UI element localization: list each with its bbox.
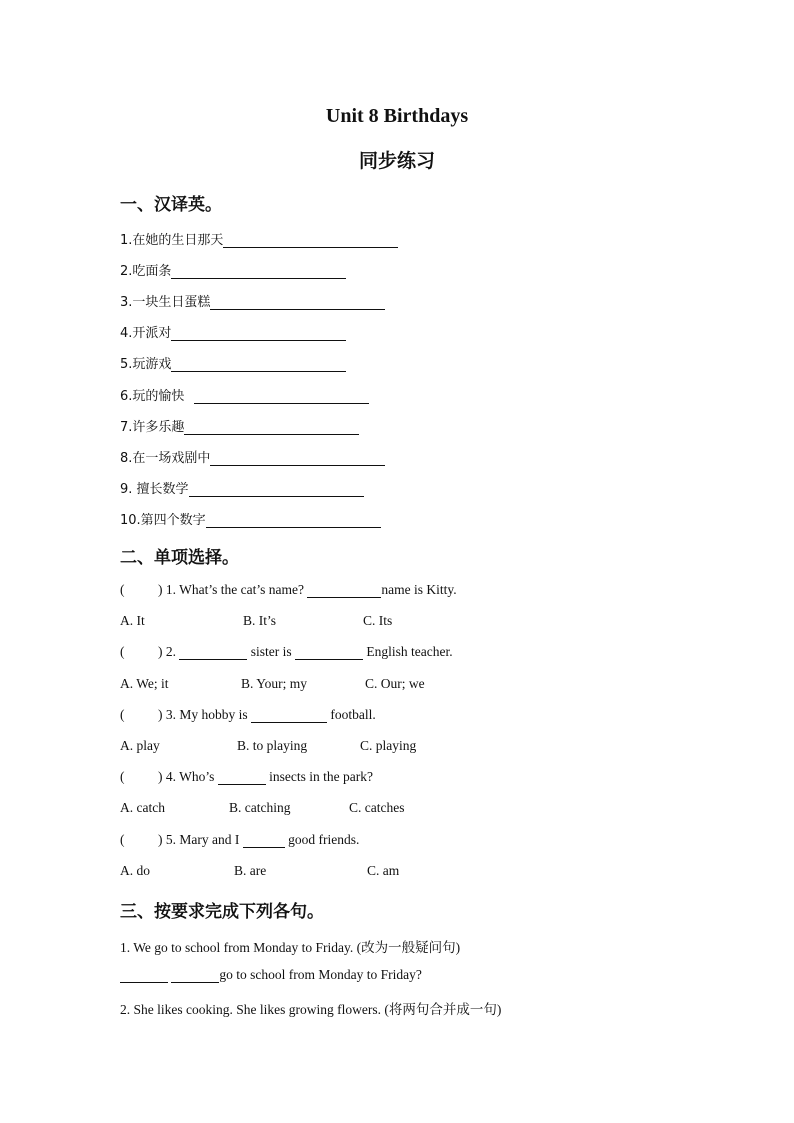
q4-option-b[interactable]: B. catching — [229, 800, 291, 815]
question-text: ) 4. Who’s — [158, 769, 215, 784]
paren-open: ( — [120, 832, 125, 847]
section-2-heading: 二、单项选择。 — [120, 548, 239, 568]
answer-blank[interactable] — [171, 326, 346, 341]
item-text: 6.玩的愉快 — [120, 389, 185, 404]
section-3-heading: 三、按要求完成下列各句。 — [120, 902, 324, 922]
answer-blank[interactable] — [223, 233, 398, 248]
answer-blank[interactable] — [194, 389, 369, 404]
translation-item-1 — [120, 229, 398, 248]
translation-item-9 — [120, 478, 364, 497]
answer-tail-text: go to school from Monday to Friday? — [219, 967, 422, 982]
translation-item-6 — [120, 385, 369, 404]
answer-blank[interactable] — [171, 264, 346, 279]
answer-blank[interactable] — [184, 420, 359, 435]
answer-blank[interactable] — [210, 451, 385, 466]
q1-option-a[interactable]: A. It — [120, 613, 145, 628]
page-title: Unit 8 Birthdays — [325, 105, 469, 127]
answer-blank[interactable] — [295, 645, 363, 660]
rewrite-question-1: 1. We go to school from Monday to Friday. (改为一般疑问句) — [120, 940, 461, 955]
translation-item-8 — [120, 447, 385, 466]
item-text: 10.第四个数字 — [120, 513, 206, 528]
answer-blank[interactable] — [251, 708, 327, 723]
item-text: 4.开派对 — [120, 326, 172, 341]
item-text: 5.玩游戏 — [120, 357, 172, 372]
question-text-end: football. — [330, 707, 376, 722]
translation-item-2 — [120, 260, 346, 279]
question-1 — [120, 582, 457, 598]
question-text-mid: sister is — [250, 644, 292, 659]
item-text: 8.在一场戏剧中 — [120, 451, 211, 466]
section-1-heading: 一、汉译英。 — [120, 195, 222, 215]
answer-blank[interactable] — [307, 583, 381, 598]
q3-option-c[interactable]: C. playing — [360, 738, 417, 753]
q5-option-c[interactable]: C. am — [367, 863, 400, 878]
translation-item-3 — [120, 291, 385, 310]
q3-option-a[interactable]: A. play — [120, 738, 160, 753]
answer-blank[interactable] — [120, 968, 168, 983]
translation-item-4 — [120, 322, 346, 341]
answer-blank[interactable] — [206, 513, 381, 528]
answer-blank[interactable] — [171, 357, 346, 372]
question-text-end: insects in the park? — [269, 769, 373, 784]
item-text: 9. 擅长数学 — [120, 482, 189, 497]
question-4 — [120, 769, 373, 785]
translation-item-7 — [120, 416, 359, 435]
question-text-end: good friends. — [288, 832, 360, 847]
rewrite-answer-1 — [120, 967, 422, 983]
item-text: 7.许多乐趣 — [120, 420, 185, 435]
question-text-end: name is Kitty. — [381, 582, 457, 597]
question-3 — [120, 707, 376, 723]
question-text: ) 3. My hobby is — [158, 707, 248, 722]
answer-blank[interactable] — [243, 833, 285, 848]
q2-option-c[interactable]: C. Our; we — [365, 676, 425, 691]
q4-option-c[interactable]: C. catches — [349, 800, 405, 815]
q1-option-b[interactable]: B. It’s — [243, 613, 277, 628]
translation-item-10 — [120, 509, 381, 528]
paren-open: ( — [120, 707, 125, 722]
paren-open: ( — [120, 582, 125, 597]
q5-option-a[interactable]: A. do — [120, 863, 150, 878]
q4-option-a[interactable]: A. catch — [120, 800, 165, 815]
question-text: ) 5. Mary and I — [158, 832, 240, 847]
answer-blank[interactable] — [218, 770, 266, 785]
q2-option-b[interactable]: B. Your; my — [241, 676, 308, 691]
question-text: ) 1. What’s the cat’s name? — [158, 582, 304, 597]
paren-open: ( — [120, 644, 125, 659]
answer-blank[interactable] — [210, 295, 385, 310]
translation-item-5 — [120, 353, 346, 372]
item-text: 3.一块生日蛋糕 — [120, 295, 211, 310]
q1-option-c[interactable]: C. Its — [363, 613, 393, 628]
q5-option-b[interactable]: B. are — [234, 863, 267, 878]
page-subtitle: 同步练习 — [358, 150, 435, 172]
question-2 — [120, 644, 453, 660]
paren-open: ( — [120, 769, 125, 784]
answer-blank[interactable] — [171, 968, 219, 983]
answer-blank[interactable] — [189, 482, 364, 497]
rewrite-question-2: 2. She likes cooking. She likes growing flowers. (将两句合并成一句) — [120, 1002, 502, 1017]
item-text: 2.吃面条 — [120, 264, 172, 279]
question-5 — [120, 832, 359, 848]
answer-blank[interactable] — [179, 645, 247, 660]
item-text: 1.在她的生日那天 — [120, 233, 224, 248]
question-text-end: English teacher. — [366, 644, 453, 659]
q3-option-b[interactable]: B. to playing — [237, 738, 308, 753]
q2-option-a[interactable]: A. We; it — [120, 676, 169, 691]
question-text: ) 2. — [158, 644, 176, 659]
